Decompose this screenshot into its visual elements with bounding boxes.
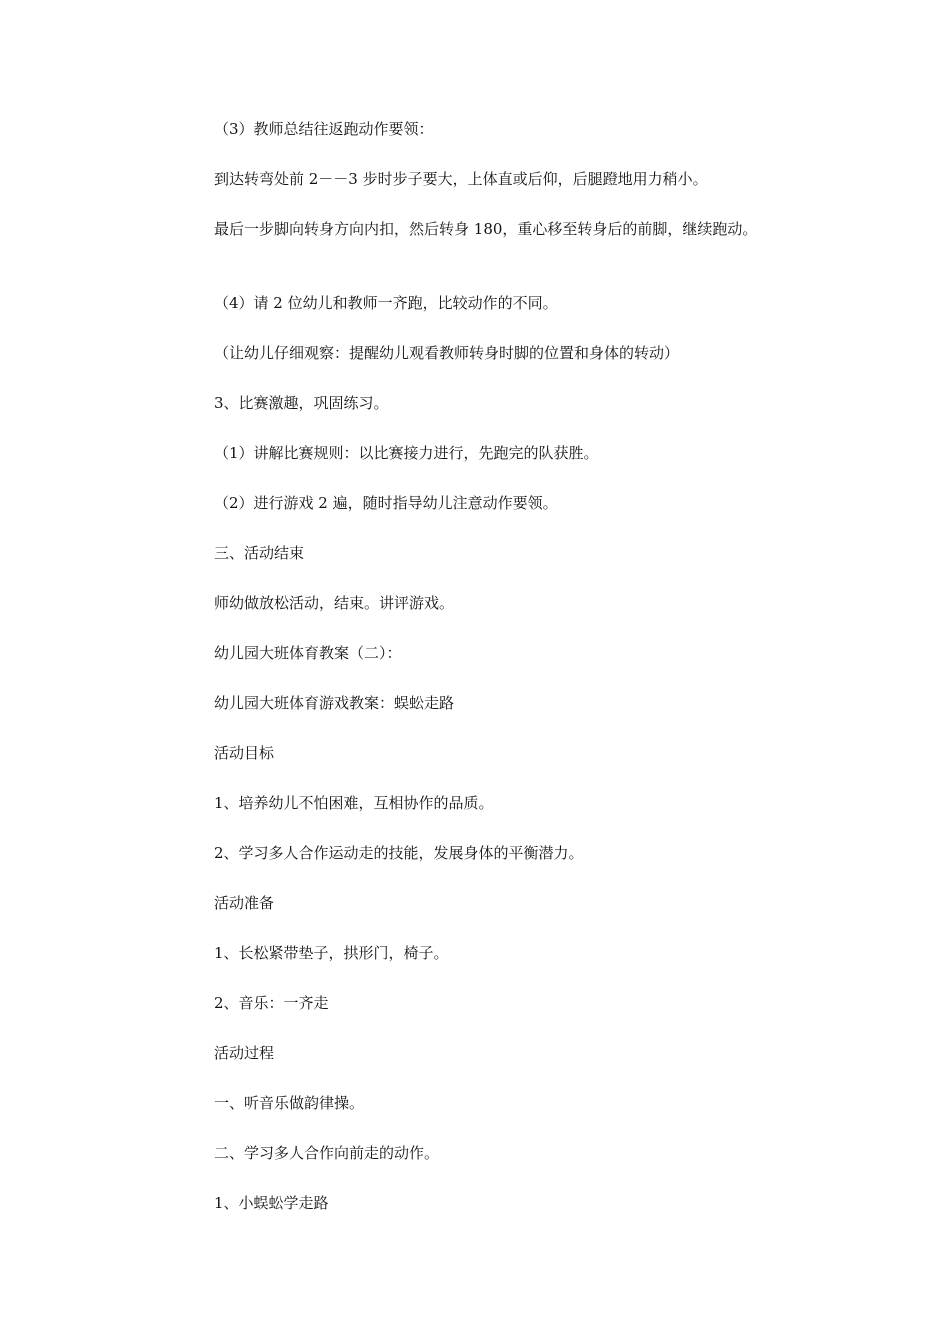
paragraph-competition: 3、比赛激趣，巩固练习。 [214,394,389,412]
paragraph-run-together: （4）请 2 位幼儿和教师一齐跑，比较动作的不同。 [214,294,558,312]
paragraph-teacher-summary: （3）教师总结往返跑动作要领： [214,120,434,138]
paragraph-goals-heading: 活动目标 [214,744,275,762]
paragraph-game-title: 幼儿园大班体育游戏教案：蜈蚣走路 [214,694,455,712]
paragraph-rules: （1）讲解比赛规则：以比赛接力进行，先跑完的队获胜。 [214,444,599,462]
paragraph-activity-end: 三、活动结束 [214,544,305,562]
paragraph-process-heading: 活动过程 [214,1044,275,1062]
paragraph-preparation-heading: 活动准备 [214,894,275,912]
paragraph-goal-1: 1、培养幼儿不怕困难，互相协作的品质。 [214,794,494,812]
paragraph-step-2: 二、学习多人合作向前走的动作。 [214,1144,440,1162]
paragraph-step-2-1: 1、小蜈蚣学走路 [214,1194,329,1212]
paragraph-prep-2: 2、音乐：一齐走 [214,994,329,1012]
paragraph-turn-approach: 到达转弯处前 2－－3 步时步子要大，上体直或后仰，后腿蹬地用力稍小。 [214,170,708,188]
paragraph-play-twice: （2）进行游戏 2 遍，随时指导幼儿注意动作要领。 [214,494,558,512]
paragraph-goal-2: 2、学习多人合作运动走的技能，发展身体的平衡潜力。 [214,844,584,862]
paragraph-step-1: 一、听音乐做韵律操。 [214,1094,365,1112]
paragraph-observe: （让幼儿仔细观察：提醒幼儿观看教师转身时脚的位置和身体的转动） [214,344,680,362]
paragraph-last-step: 最后一步脚向转身方向内扣，然后转身 180，重心移至转身后的前脚，继续跑动。 [214,220,758,238]
paragraph-lesson-two-title: 幼儿园大班体育教案（二）： [214,644,402,662]
paragraph-relax: 师幼做放松活动，结束。讲评游戏。 [214,594,455,612]
paragraph-prep-1: 1、长松紧带垫子，拱形门，椅子。 [214,944,449,962]
